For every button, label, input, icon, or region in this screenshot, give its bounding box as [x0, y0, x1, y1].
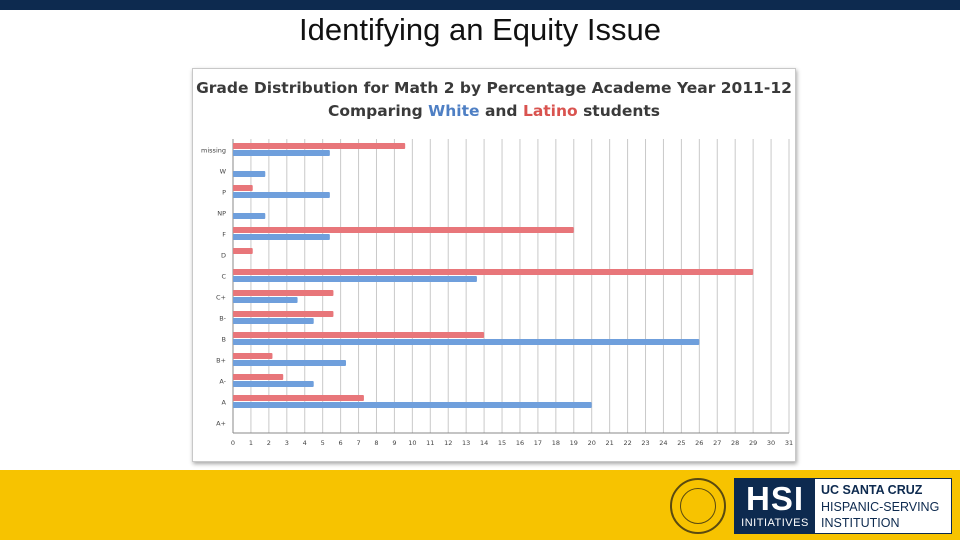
- bar-white-np: [233, 213, 265, 219]
- x-tick-label: 7: [356, 439, 361, 447]
- bar-latino-missing: [233, 143, 405, 149]
- x-tick-label: 12: [444, 439, 453, 447]
- x-tick-label: 30: [766, 439, 776, 447]
- category-label: B-: [219, 314, 226, 323]
- hsi-logo-text: HSI: [745, 480, 804, 517]
- university-seal-icon: [670, 478, 726, 534]
- x-tick-label: 26: [695, 439, 704, 447]
- x-tick-label: 11: [426, 439, 435, 447]
- hsi-org-name: [821, 482, 951, 532]
- top-accent-bar: [0, 0, 960, 10]
- category-label: B: [221, 335, 226, 344]
- bar-white-a: [233, 402, 592, 408]
- bar-white-missing: [233, 150, 330, 156]
- bar-latino-p: [233, 185, 253, 191]
- chart-frame: [192, 68, 796, 462]
- bar-latino-f: [233, 227, 574, 233]
- x-tick-label: 18: [551, 439, 560, 447]
- x-tick-label: 13: [462, 439, 471, 447]
- category-label: missing: [201, 146, 226, 155]
- bar-white-w: [233, 171, 265, 177]
- hsi-logo: [734, 478, 952, 534]
- x-tick-label: 10: [408, 439, 417, 447]
- bar-white-p: [233, 192, 330, 198]
- bar-latino-c: [233, 269, 753, 275]
- category-label: B+: [216, 356, 226, 365]
- x-tick-label: 9: [392, 439, 397, 447]
- category-label: D: [220, 251, 226, 260]
- category-label: C: [221, 272, 226, 281]
- slide-title: Identifying an Equity Issue: [299, 12, 661, 47]
- org-line-3: INSTITUTION: [821, 516, 900, 530]
- hsi-logo-block: [735, 479, 815, 533]
- chart-title: Grade Distribution for Math 2 by Percentage Academe Year 2011-12: [196, 79, 792, 97]
- hsi-logo-subtext: INITIATIVES: [741, 517, 809, 529]
- bar-white-f: [233, 234, 330, 240]
- subtitle-middle: and: [479, 102, 523, 120]
- bar-latino-bminus: [233, 311, 333, 317]
- x-tick-label: 6: [338, 439, 343, 447]
- x-tick-label: 3: [284, 439, 289, 447]
- category-label: A-: [219, 377, 226, 386]
- x-tick-label: 5: [320, 439, 325, 447]
- category-label: A+: [216, 419, 226, 428]
- bar-latino-aminus: [233, 374, 283, 380]
- x-tick-label: 4: [302, 439, 307, 447]
- subtitle-prefix: Comparing: [327, 102, 429, 120]
- bar-chart: [193, 69, 795, 461]
- category-label: P: [222, 188, 226, 197]
- bar-latino-b: [233, 332, 484, 338]
- bar-white-cplus: [233, 297, 298, 303]
- org-line-1: UC SANTA CRUZ: [821, 483, 923, 497]
- x-tick-label: 19: [569, 439, 578, 447]
- x-tick-label: 8: [374, 439, 379, 447]
- bar-latino-a: [233, 395, 364, 401]
- subtitle-suffix: students: [577, 102, 661, 120]
- x-tick-label: 1: [248, 439, 254, 447]
- x-tick-label: 23: [641, 439, 650, 447]
- bar-white-bminus: [233, 318, 314, 324]
- x-tick-label: 20: [587, 439, 596, 447]
- bar-white-b: [233, 339, 699, 345]
- subtitle-white-word: White: [428, 102, 480, 120]
- bar-white-bplus: [233, 360, 346, 366]
- bar-latino-cplus: [233, 290, 333, 296]
- x-tick-label: 25: [677, 439, 686, 447]
- x-tick-label: 2: [266, 439, 271, 447]
- x-tick-label: 22: [623, 439, 632, 447]
- x-tick-label: 27: [713, 439, 722, 447]
- seal-inner-ring: [680, 488, 716, 524]
- subtitle-latino-word: Latino: [522, 102, 578, 120]
- x-tick-label: 24: [659, 439, 668, 447]
- x-tick-label: 16: [515, 439, 525, 447]
- x-tick-label: 14: [479, 439, 489, 447]
- x-tick-label: 31: [784, 439, 794, 447]
- bar-latino-d: [233, 248, 253, 254]
- x-tick-label: 17: [533, 439, 543, 447]
- bar-white-aminus: [233, 381, 314, 387]
- category-label: F: [222, 230, 226, 239]
- category-label: NP: [217, 209, 226, 218]
- x-tick-label: 29: [748, 439, 758, 447]
- x-tick-label: 21: [605, 439, 614, 447]
- category-label: A: [221, 398, 226, 407]
- bar-white-c: [233, 276, 477, 282]
- bar-latino-bplus: [233, 353, 272, 359]
- category-label: W: [219, 167, 226, 176]
- org-line-2: HISPANIC-SERVING: [821, 499, 940, 514]
- x-tick-label: 15: [497, 439, 507, 447]
- category-label: C+: [216, 293, 226, 302]
- x-tick-label: 28: [731, 439, 740, 447]
- x-tick-label: 0: [230, 439, 236, 447]
